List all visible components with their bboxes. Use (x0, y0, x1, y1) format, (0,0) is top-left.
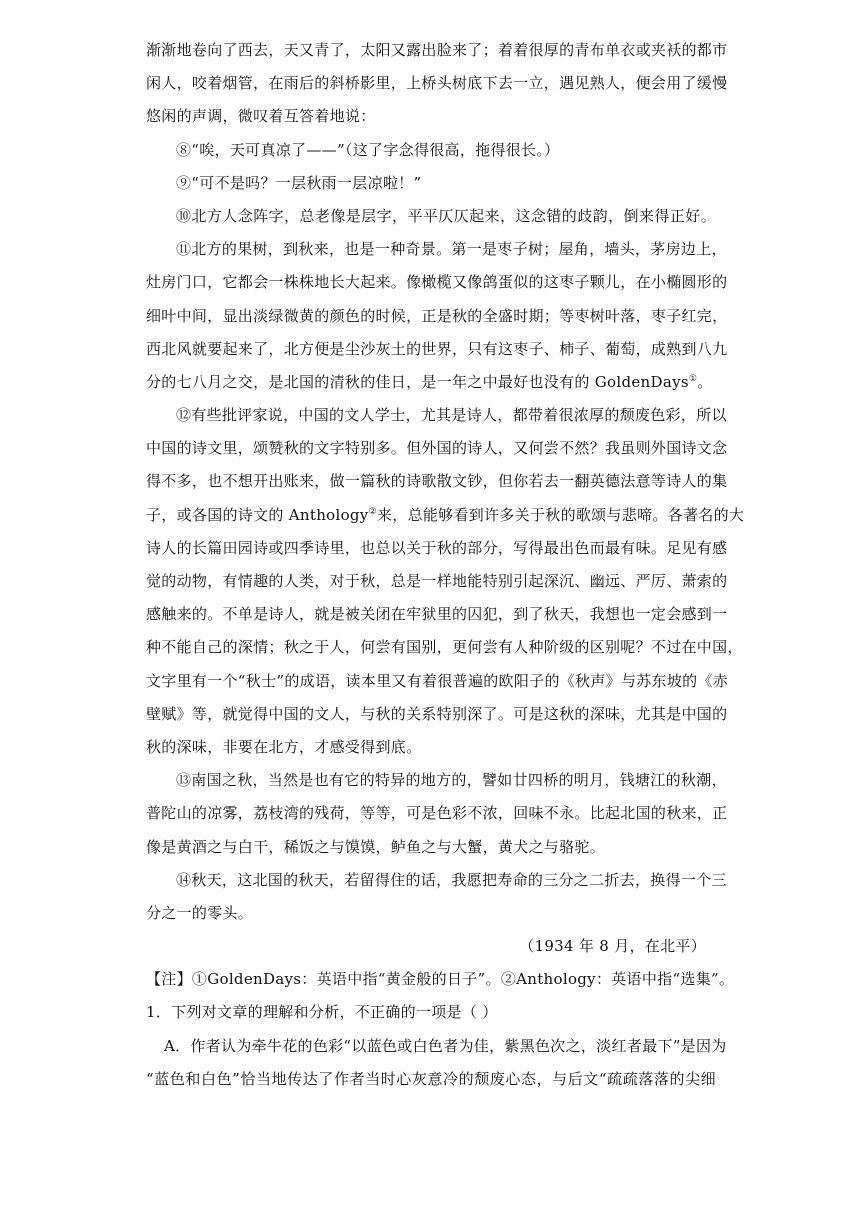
text-line: 像是黄酒之与白干，稀饭之与馍馍，鲈鱼之与大蟹，黄犬之与骆驼。 (146, 837, 606, 856)
text-line: 诗人的长篇田园诗或四季诗里，也总以关于秋的部分，写得最出色而最有味。足见有感 (146, 538, 728, 557)
text-line: 秋的深味，非要在北方，才感受得到底。 (146, 737, 422, 756)
text-line: 得不多，也不想开出账来，做一篇秋的诗歌散文钞，但你若去一翻英德法意等诗人的集 (146, 472, 728, 491)
paragraph-12: ⑫有些批评家说，中国的文人学士，尤其是诗人，都带着很浓厚的颓废色彩，所以 (176, 406, 727, 425)
document-page (146, 34, 745, 1096)
text-line (146, 499, 745, 532)
paragraph-14: ⑭秋天，这北国的秋天，若留得住的话，我愿把寿命的三分之二折去，换得一个三 (176, 870, 727, 889)
text-line: 中国的诗文里，颂赞秋的文字特别多。但外国的诗人，又何尝不然？我虽则外国诗文念 (146, 439, 728, 458)
text-segment: 子，或各国的诗文的 Anthology (146, 505, 369, 524)
text-line: 灶房门口，它都会一株株地长大起来。像橄榄又像鸽蛋似的这枣子颗儿，在小椭圆形的 (146, 273, 728, 292)
paragraph-10: ⑩北方人念阵字，总老像是层字，平平仄仄起来，这念错的歧韵，倒来得正好。 (176, 206, 716, 225)
paragraph-11: ⑪北方的果树，到秋来，也是一种奇景。第一是枣子树；屋角，墙头，茅房边上， (176, 240, 727, 259)
option-a-continued: “蓝色和白色”恰当地传达了作者当时心灰意冷的颓废心态，与后文“疏疏落落的尖细 (146, 1069, 716, 1088)
question-1: 1．下列对文章的理解和分析，不正确的一项是（ ） (146, 1003, 498, 1022)
date-signature: （1934 年 8 月，在北平） (519, 937, 706, 956)
text-line: 感触来的。不单是诗人，就是被关闭在牢狱里的囚犯，到了秋天，我想也一定会感到一 (146, 605, 728, 624)
paragraph-13: ⑬南国之秋，当然是也有它的特异的地方的，譬如廿四桥的明月，钱塘江的秋潮， (176, 771, 727, 790)
paragraph-8: ⑧“唉，天可真凉了——”（这了字念得很高，拖得很长。） (176, 140, 560, 159)
text-segment: 分的七八月之交，是北国的清秋的佳日，是一年之中最好也没有的 GoldenDays (146, 372, 689, 391)
text-line: 悠闲的声调，微叹着互答着地说： (146, 107, 376, 126)
option-a: A．作者认为牵牛花的色彩“以蓝色或白色者为佳，紫黑色次之，淡红者最下”是因为 (164, 1036, 727, 1055)
text-line (146, 366, 716, 399)
text-line: 渐渐地卷向了西去，天又青了，太阳又露出脸来了；着着很厚的青布单衣或夹袄的都市 (146, 41, 728, 59)
text-line: 觉的动物，有情趣的人类，对于秋，总是一样地能特别引起深沉、幽远、严厉、萧索的 (146, 572, 728, 590)
text-segment: 。 (697, 372, 713, 391)
text-line: 细叶中间，显出淡绿微黄的颜色的时候，正是秋的全盛时期；等枣树叶落，枣子红完， (146, 306, 728, 325)
footnote-mark: ① (688, 373, 698, 384)
text-line: 普陀山的凉雾，荔枝湾的残荷，等等，可是色彩不浓，回味不永。比起北国的秋来，正 (146, 804, 728, 823)
footnote-annotation: 【注】①GoldenDays：英语中指“黄金般的日子”。②Anthology：英语中指“选集”。 (146, 970, 735, 989)
text-line: 分之一的零头。 (146, 903, 254, 922)
text-line: 闲人，咬着烟管，在雨后的斜桥影里，上桥头树底下去一立，遇见熟人，便会用了缓慢 (146, 74, 728, 93)
paragraph-9: ⑨“可不是吗？一层秋雨一层凉啦！” (176, 173, 422, 192)
text-segment: 来，总能够看到许多关于秋的歌颂与悲啼。各著名的大 (376, 505, 745, 524)
text-line: 西北风就要起来了，北方便是尘沙灰土的世界，只有这枣子、柿子、葡萄，成熟到八九 (146, 339, 728, 358)
text-line: 种不能自己的深情；秋之于人，何尝有国别，更何尝有人种阶级的区别呢？不过在中国， (146, 638, 743, 657)
text-line: 壁赋》等，就觉得中国的文人，与秋的关系特别深了。可是这秋的深味，尤其是中国的 (146, 704, 728, 723)
text-line: 文字里有一个“秋士”的成语，读本里又有着很普遍的欧阳子的《秋声》与苏东坡的《赤 (146, 671, 729, 690)
footnote-mark: ② (368, 506, 377, 517)
